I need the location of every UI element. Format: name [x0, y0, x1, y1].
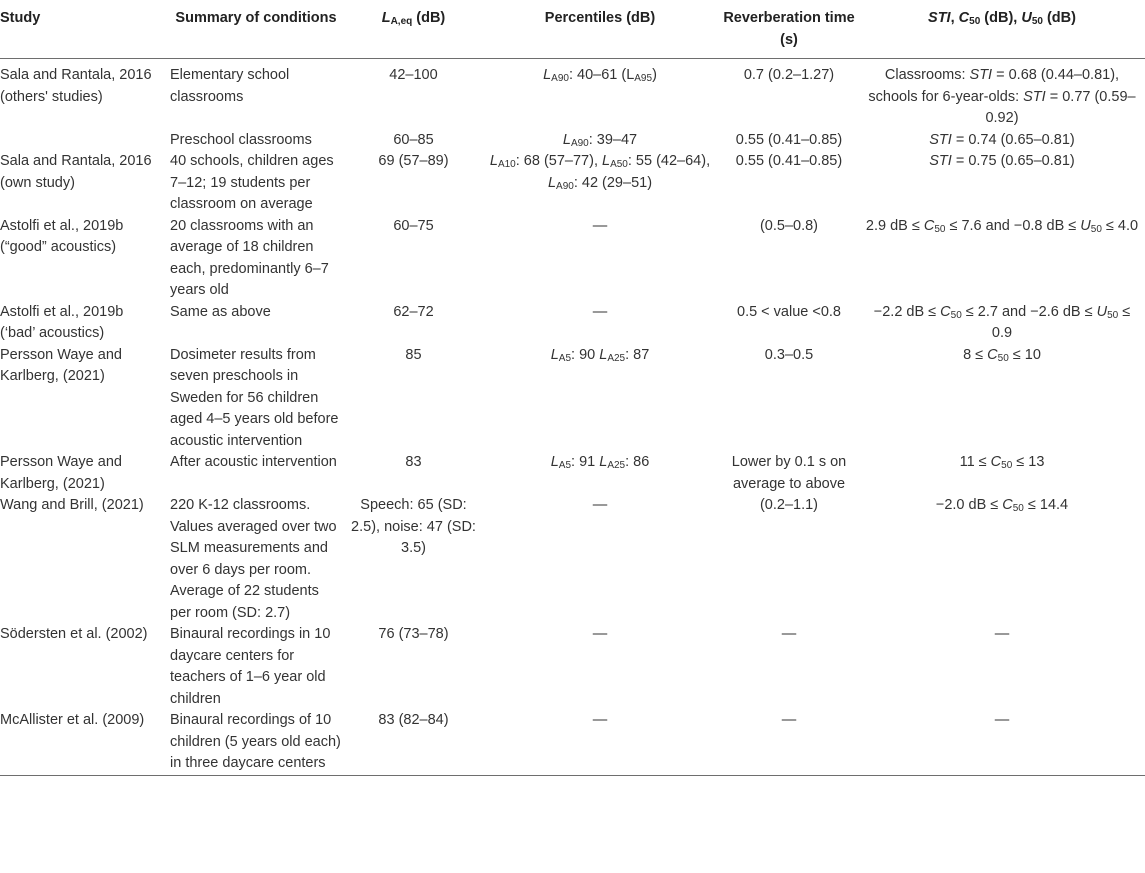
cell-sti	[859, 130, 1145, 152]
pct-subscript: A25	[607, 352, 626, 364]
cell-summary: Dosimeter results from seven preschools in Sweden for 56 children aged 4–5 years old before acoustic intervention	[170, 346, 339, 449]
cell-percentiles	[481, 151, 719, 216]
cell-reverberation: 0.55 (0.41–0.85)	[735, 131, 843, 148]
laeq-symbol: L	[381, 10, 391, 26]
cell-laeq: 83	[405, 454, 422, 470]
sti-symbol: STI	[929, 153, 952, 169]
cell-study: Persson Waye and Karlberg, (2021)	[0, 346, 122, 384]
pct-subscript: A50	[610, 159, 628, 170]
cell-summary: 20 classrooms with an average of 18 children each, predominantly 6–7 years old	[170, 217, 329, 298]
pct-subscript: A90	[556, 180, 574, 192]
u50-subscript: 50	[1031, 16, 1043, 27]
header-row	[0, 4, 1145, 59]
sti-text: ≤ 0.9	[991, 303, 1131, 341]
cell-reverberation: 0.5 < value <0.8	[737, 303, 841, 320]
cell-study: McAllister et al. (2009)	[0, 712, 145, 728]
cell-percentiles: —	[592, 626, 608, 642]
pct-symbol: L	[562, 131, 571, 148]
sti-symbol: STI	[1023, 88, 1046, 105]
sti-text: 2.9 dB ≤	[865, 217, 924, 234]
c50-symbol: C	[1002, 497, 1013, 513]
sti-text: Classrooms:	[884, 67, 970, 83]
pct-symbol: L	[599, 346, 608, 363]
sti-separator: ,	[950, 10, 959, 26]
table-row	[0, 130, 1145, 152]
cell-summary: Binaural recordings in 10 daycare centers for teachers of 1–6 year old children	[170, 626, 331, 707]
c50-subscript: 50	[1001, 460, 1013, 471]
u50-symbol: U	[1096, 303, 1108, 320]
pct-text: : 86	[625, 454, 650, 470]
pct-text: : 55 (42–64),	[627, 153, 711, 169]
sti-text: ≤ 14.4	[1023, 497, 1069, 513]
cell-sti	[859, 345, 1145, 453]
cell-sti	[859, 452, 1145, 495]
cell-study	[0, 130, 166, 152]
cell-sti: —	[994, 712, 1010, 728]
cell-summary: Binaural recordings of 10 children (5 years old each) in three daycare centers	[170, 712, 341, 771]
cell-laeq: 85	[405, 346, 422, 363]
pct-subscript: A95	[634, 73, 653, 84]
pct-symbol: L	[547, 174, 557, 191]
pct-text: : 40–61 (L	[568, 67, 635, 83]
header-laeq	[346, 4, 481, 59]
c50-symbol: C	[987, 346, 998, 363]
pct-symbol: L	[599, 454, 608, 470]
sti-text: = 0.77 (0.59–0.92)	[985, 88, 1136, 126]
cell-percentiles: —	[592, 303, 608, 320]
sti-text: 11 ≤	[959, 454, 991, 470]
acoustics-table	[0, 4, 1145, 776]
cell-laeq: 62–72	[393, 303, 434, 320]
cell-summary: 40 schools, children ages 7–12; 19 students per classroom on average	[170, 153, 334, 212]
c50-symbol: C	[990, 454, 1002, 470]
cell-study: Astolfi et al., 2019b (“good” acoustics)	[0, 217, 124, 255]
table-row	[0, 216, 1145, 302]
c50-subscript: 50	[934, 223, 946, 235]
table-row	[0, 151, 1145, 216]
header-sti-c50-u50	[859, 4, 1145, 59]
laeq-unit: (dB)	[412, 10, 446, 26]
header-percentiles: Percentiles (dB)	[544, 10, 656, 26]
cell-reverberation: (0.5–0.8)	[759, 217, 819, 234]
cell-sti	[859, 495, 1145, 624]
u50-subscript: 50	[1090, 223, 1102, 235]
table-row	[0, 495, 1145, 624]
sti-symbol: STI	[929, 131, 952, 148]
table-row	[0, 345, 1145, 453]
cell-sti: —	[994, 626, 1010, 642]
pct-text: )	[652, 67, 657, 83]
sti-text: ≤ 10	[1008, 346, 1041, 363]
table-row	[0, 710, 1145, 775]
sti-text: = 0.68 (0.44–0.81), schools for 6-year-olds:	[868, 67, 1120, 105]
cell-summary: 220 K-12 classrooms. Values averaged over two SLM measurements and over 6 days per room. Average of 22 students per room (SD: 2.7)	[170, 497, 337, 621]
pct-text: : 68 (57–77),	[515, 153, 602, 169]
header-reverberation: Reverberation time (s)	[723, 10, 855, 48]
table-row	[0, 302, 1145, 345]
sti-text: 8 ≤	[963, 346, 988, 363]
pct-subscript: A90	[551, 73, 569, 84]
cell-study: Sala and Rantala, 2016 (others' studies)	[0, 67, 152, 105]
pct-symbol: L	[602, 153, 611, 169]
cell-percentiles: —	[592, 712, 608, 728]
cell-reverberation: (0.2–1.1)	[759, 497, 819, 513]
cell-sti	[859, 302, 1145, 345]
cell-percentiles: —	[592, 497, 608, 513]
pct-symbol: L	[543, 67, 552, 83]
cell-percentiles	[481, 345, 719, 453]
c50-symbol: C	[923, 217, 935, 234]
pct-subscript: A10	[497, 159, 516, 170]
cell-summary: Elementary school classrooms	[170, 67, 290, 105]
cell-reverberation: 0.7 (0.2–1.27)	[743, 67, 835, 83]
cell-percentiles: —	[592, 217, 608, 234]
cell-study: Wang and Brill, (2021)	[0, 497, 144, 513]
cell-percentiles	[481, 452, 719, 495]
c50-subscript: 50	[997, 352, 1009, 364]
cell-laeq: 42–100	[389, 67, 438, 83]
cell-sti	[859, 59, 1145, 130]
sti-text: ≤ 13	[1012, 454, 1045, 470]
header-study: Study	[0, 10, 41, 26]
cell-laeq: 83 (82–84)	[378, 712, 449, 728]
pct-symbol: L	[550, 454, 559, 470]
pct-text: : 39–47	[588, 131, 638, 148]
table-row	[0, 624, 1145, 710]
cell-percentiles	[481, 130, 719, 152]
table-header	[0, 4, 1145, 59]
cell-laeq: 76 (73–78)	[378, 626, 449, 642]
sti-text: −2.2 dB ≤	[873, 303, 941, 320]
cell-study: Persson Waye and Karlberg, (2021)	[0, 454, 122, 492]
sti-text: ≤ 2.7 and −2.6 dB ≤	[961, 303, 1097, 320]
cell-laeq: 60–85	[393, 131, 434, 148]
c50-subscript: 50	[950, 309, 962, 321]
cell-reverberation: 0.3–0.5	[764, 346, 814, 363]
cell-laeq: 69 (57–89)	[378, 153, 449, 169]
u50-symbol: U	[1080, 217, 1091, 234]
sti-text: = 0.74 (0.65–0.81)	[951, 131, 1075, 148]
c50-symbol: C	[958, 10, 970, 26]
sti-symbol: STI	[928, 10, 951, 26]
pct-text: : 90	[571, 346, 600, 363]
pct-subscript: A5	[558, 352, 572, 364]
sti-text: = 0.75 (0.65–0.81)	[951, 153, 1075, 169]
table-row	[0, 59, 1145, 130]
c50-symbol: C	[940, 303, 951, 320]
u50-symbol: U	[1021, 10, 1032, 26]
laeq-subscript: A,eq	[390, 16, 413, 27]
cell-reverberation: —	[781, 626, 797, 642]
pct-symbol: L	[550, 346, 559, 363]
c50-subscript: 50	[1012, 503, 1024, 514]
cell-laeq: Speech: 65 (SD: 2.5), noise: 47 (SD: 3.5)	[351, 497, 476, 556]
c50-unit: (dB),	[980, 10, 1022, 26]
sti-text: ≤ 7.6 and −0.8 dB ≤	[945, 217, 1081, 234]
c50-subscript: 50	[969, 16, 981, 27]
table-body	[0, 59, 1145, 776]
pct-subscript: A5	[558, 460, 572, 471]
pct-symbol: L	[489, 153, 498, 169]
cell-sti	[859, 216, 1145, 302]
sti-text: −2.0 dB ≤	[935, 497, 1003, 513]
cell-reverberation: Lower by 0.1 s on average to above	[731, 454, 847, 492]
cell-study: Astolfi et al., 2019b (‘bad’ acoustics)	[0, 303, 124, 341]
cell-reverberation: —	[781, 712, 797, 728]
sti-symbol: STI	[969, 67, 993, 83]
cell-summary: After acoustic intervention	[170, 454, 337, 470]
pct-text: : 42 (29–51)	[573, 174, 653, 191]
cell-sti	[859, 151, 1145, 216]
cell-reverberation: 0.55 (0.41–0.85)	[735, 153, 843, 169]
cell-study: Sala and Rantala, 2016 (own study)	[0, 153, 152, 191]
cell-laeq: 60–75	[393, 217, 434, 234]
u50-subscript: 50	[1107, 309, 1119, 321]
pct-subscript: A90	[570, 137, 589, 149]
pct-text: : 87	[625, 346, 650, 363]
cell-study: Södersten et al. (2002)	[0, 626, 148, 642]
cell-summary: Same as above	[170, 303, 271, 320]
cell-percentiles	[481, 59, 719, 130]
table-row	[0, 452, 1145, 495]
header-summary: Summary of conditions	[175, 10, 337, 26]
u50-unit: (dB)	[1042, 10, 1076, 26]
sti-text: ≤ 4.0	[1101, 217, 1139, 234]
pct-subscript: A25	[607, 460, 626, 471]
pct-text: : 91	[571, 454, 600, 470]
cell-summary: Preschool classrooms	[170, 131, 312, 148]
